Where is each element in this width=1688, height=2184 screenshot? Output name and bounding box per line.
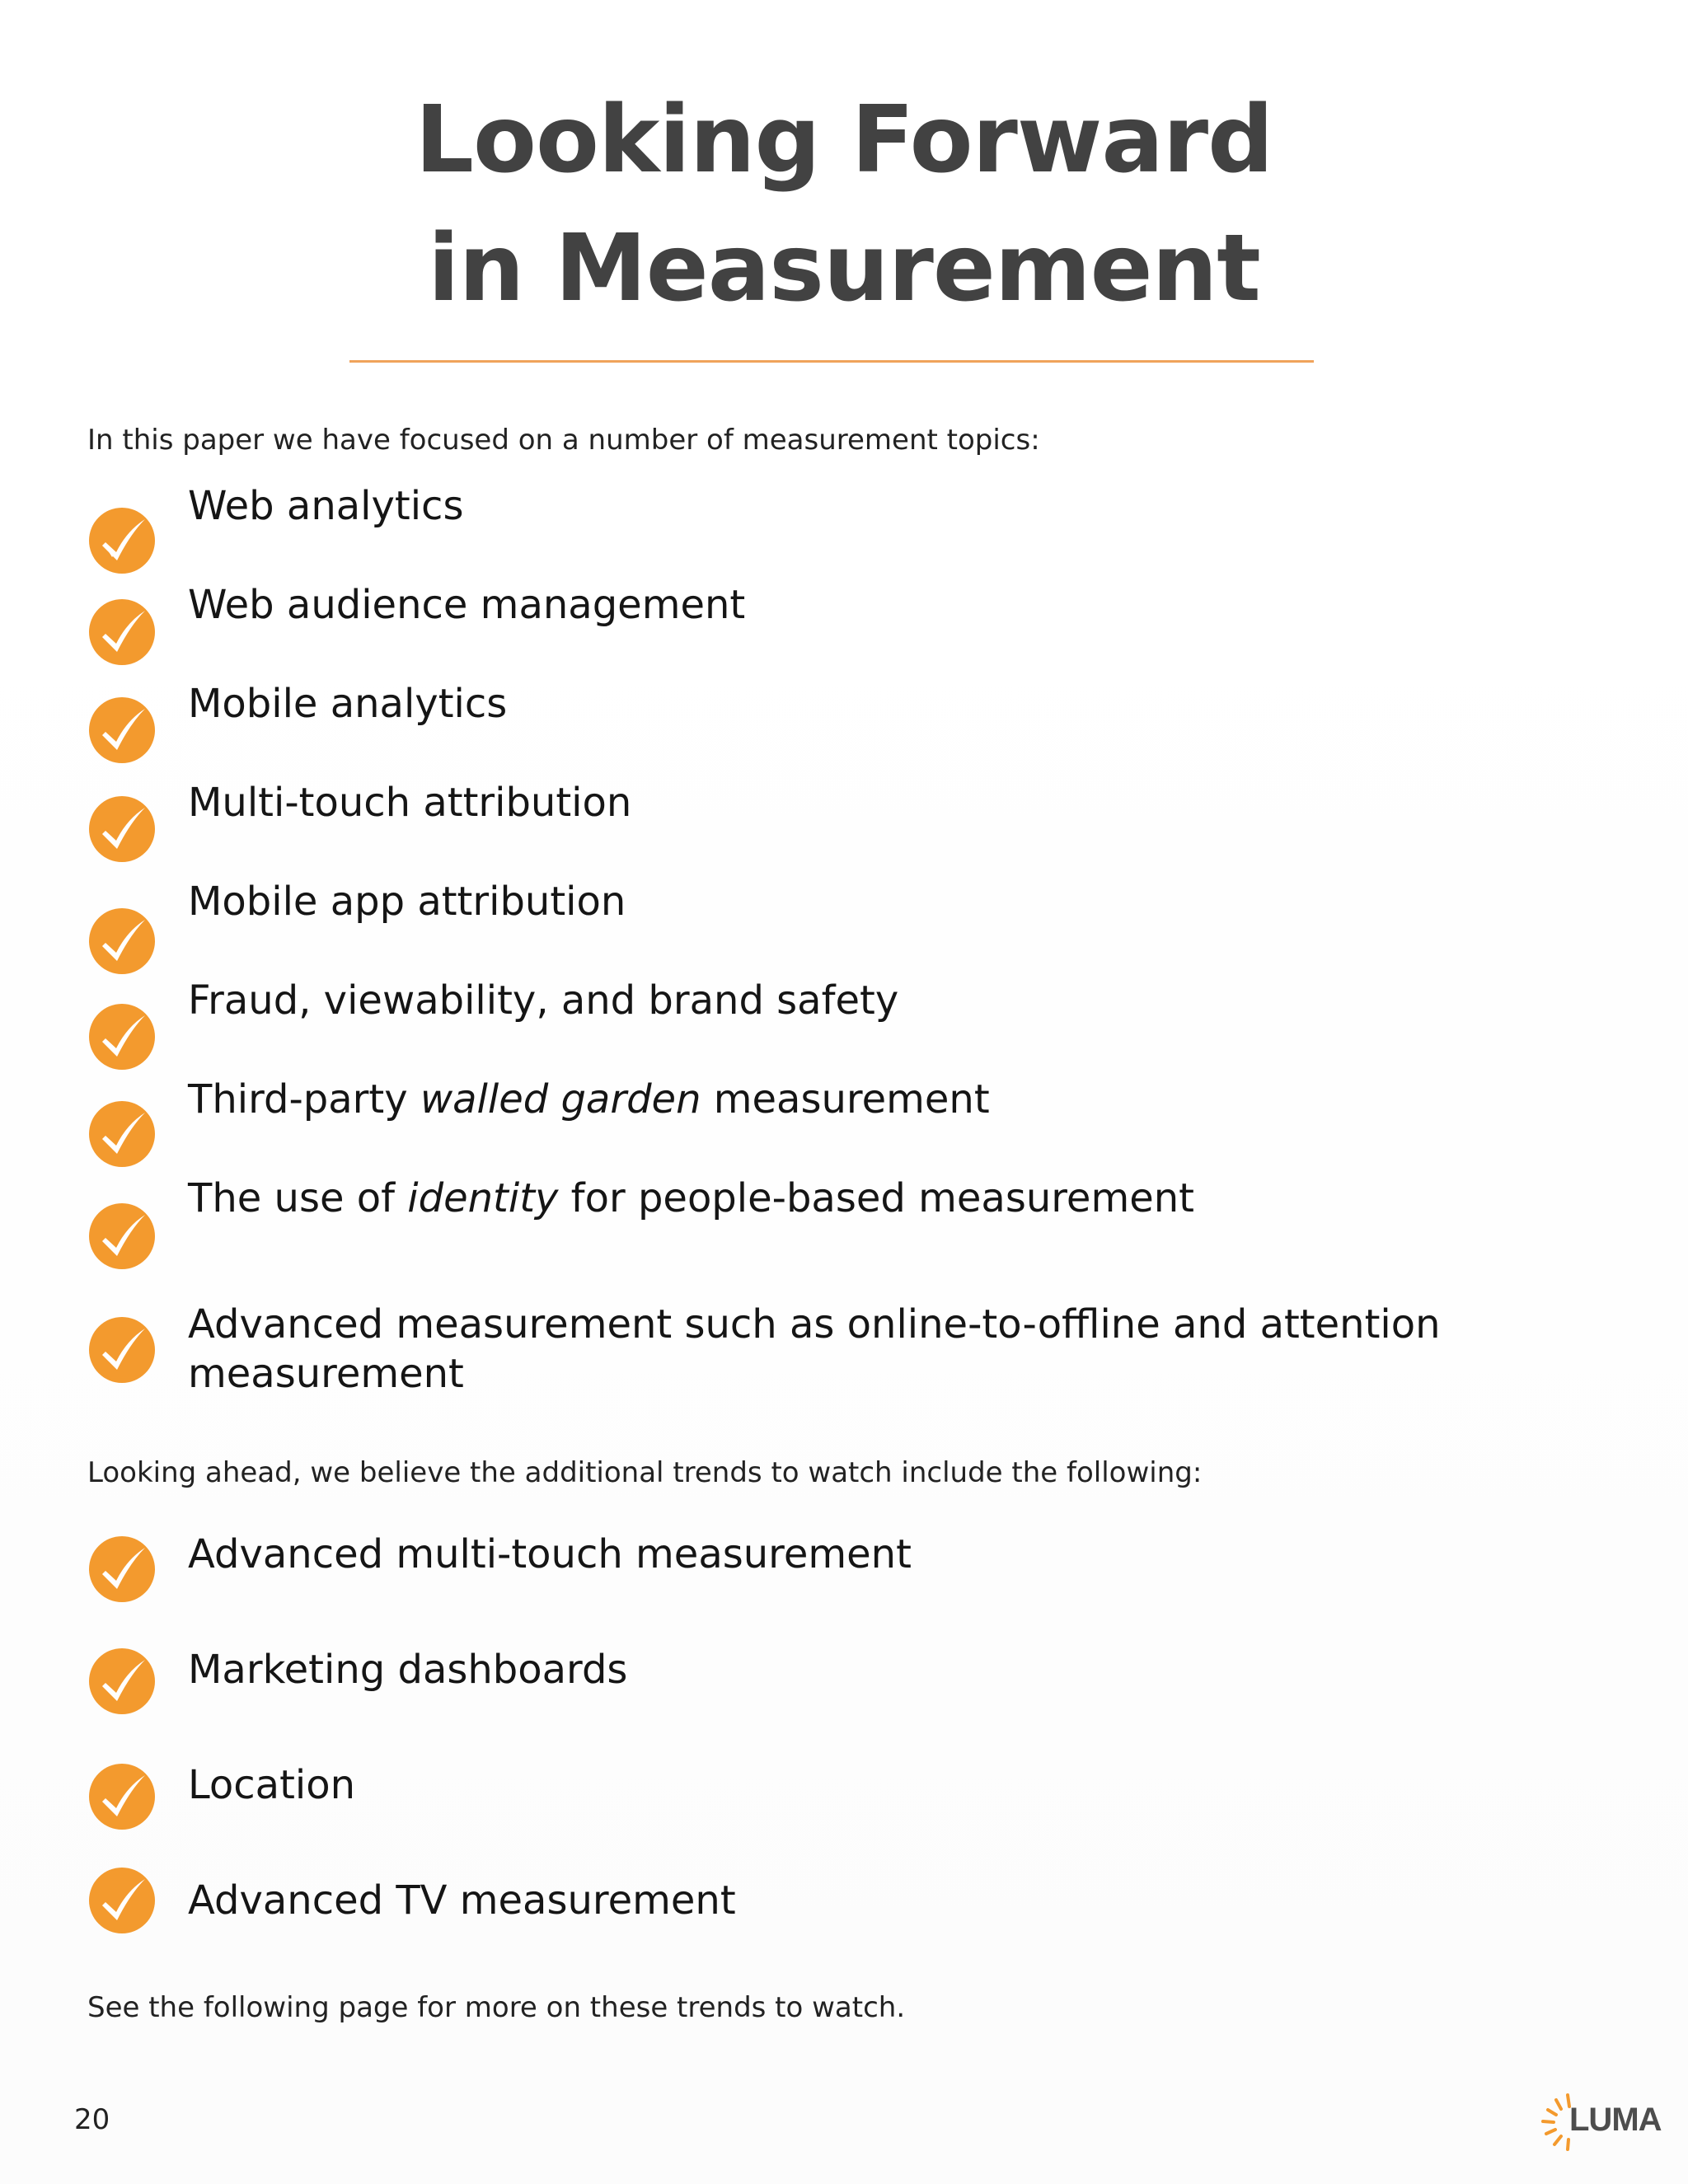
topic-label: The use of identity for people-based measurement	[188, 1175, 1194, 1221]
checkmark-badge-icon	[87, 1866, 157, 1935]
topic-label: Multi-touch attribution	[188, 780, 632, 826]
trends-intro: Looking ahead, we believe the additional trends to watch include the following:	[87, 1456, 1203, 1489]
topic-label: Mobile app attribution	[188, 879, 626, 925]
page-number: 20	[74, 2103, 110, 2136]
page-title-line-2: in Measurement	[428, 215, 1260, 322]
topic-label: Web audience management	[188, 582, 746, 628]
trend-label: Advanced multi-touch measurement	[188, 1531, 912, 1577]
luma-logo: LUMA	[1569, 2102, 1662, 2138]
topic-label: Web analytics	[188, 483, 464, 529]
topics-intro: In this paper we have focused on a number of measurement topics:	[87, 424, 1040, 457]
topic-label: Advanced measurement such as online-to-offline and attention measurement	[188, 1301, 1441, 1397]
topic-label: Third-party walled garden measurement	[188, 1076, 990, 1122]
topic-label: Fraud, viewability, and brand safety	[188, 977, 899, 1024]
footer-note: See the following page for more on these trends to watch.	[87, 1991, 906, 2024]
page-title-line-1: Looking Forward	[415, 87, 1273, 194]
checkmark-badge-icon	[87, 1535, 157, 1604]
checkmark-badge-icon	[87, 1647, 157, 1716]
trend-label: Marketing dashboards	[188, 1647, 628, 1693]
topic-label: Mobile analytics	[188, 681, 508, 727]
trend-label: Advanced TV measurement	[188, 1877, 736, 1924]
trend-label: Location	[188, 1762, 356, 1808]
checkmark-badge-icon	[87, 1762, 157, 1831]
